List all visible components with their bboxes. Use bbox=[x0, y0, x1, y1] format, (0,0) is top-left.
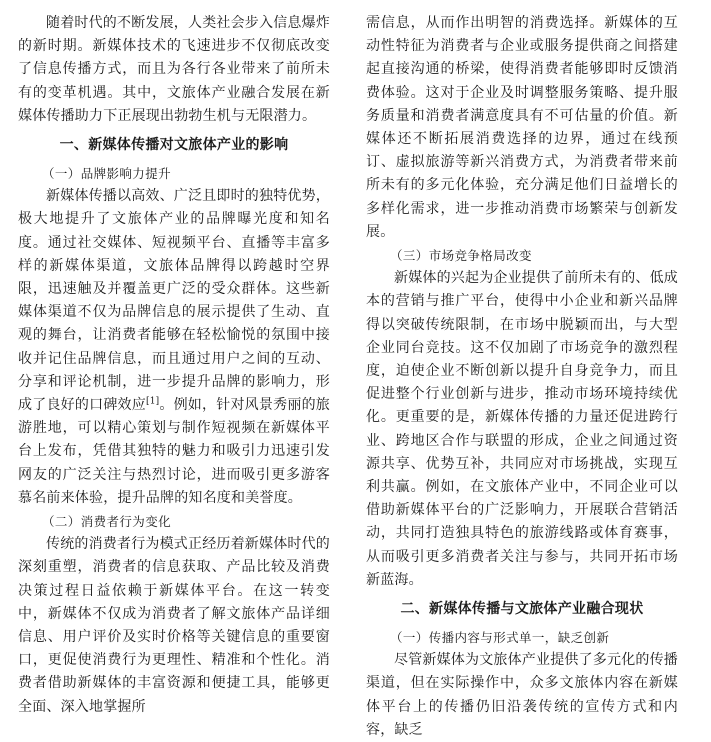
left-column bbox=[18, 12, 330, 719]
brand-influence-text-a: 新媒体传播以高效、广泛且即时的独特优势，极大地提升了文旅体产业的品牌曝光度和知名度。通过社交媒体、短视频平台、直播等丰富多样的新媒体渠道，文旅体品牌得以跨越时空界限，迅速触及并覆盖更广泛的受众群体。这些新媒体渠道不仅为品牌信息的展示提供了生动、直观的舞台，让消费者能够在轻松愉悦的氛围中接收并记住品牌信息，而且通过用户之间的互动、分享和评论机制，进一步提升品牌的影响力，形成了良好的口碑效应 bbox=[18, 188, 330, 414]
brand-influence-paragraph bbox=[18, 185, 330, 510]
content-form-paragraph: 尽管新媒体为文旅体产业提供了多元化的传播渠道，但在实际操作中，众多文旅体内容在新媒体平台上的传播仍旧沿袭传统的宣传方式和内容，缺乏 bbox=[366, 652, 678, 738]
section-heading-2: 二、新媒体传播与文旅体产业融合现状 bbox=[400, 601, 644, 618]
brand-influence-text-b: 。例如，针对风景秀丽的旅游胜地，可以精心策划与制作短视频在新媒体平台上发布，凭借其独特的魅力和吸引力迅速引发网友的广泛关注与热烈讨论，进而吸引更多游客慕名前来体验，提升品牌的知名度和美誉度。 bbox=[18, 397, 330, 506]
market-competition-paragraph: 新媒体的兴起为企业提供了前所未有的、低成本的营销与推广平台，使得中小企业和新兴品牌得以突破传统限制，在市场中脱颖而出，与大型企业同台竞技。这不仅加剧了市场竞争的激烈程度，迫使企业不断创新以提升自身竞争力，而且促进整个行业创新与进步，推动市场环境持续优化。更重要的是，新媒体传播的力量还促进跨行业、跨地区合作与联盟的形成，企业之间通过资源共享、优势互补，共同应对市场挑战，实现互利共赢。例如，在文旅体产业中，不同企业可以借助新媒体平台的广泛影响力，开展联合营销活动，共同打造独具特色的旅游线路或体育赛事，从而吸引更多消费者关注与参与，共同开拓市场新蓝海。 bbox=[366, 270, 678, 588]
citation-ref[interactable]: [1] bbox=[145, 396, 160, 407]
consumer-behavior-paragraph-continued: 需信息，从而作出明智的消费选择。新媒体的互动性特征为消费者与企业或服务提供商之间搭建起直接沟通的桥梁，使得消费者能够即时反馈消费体验。这对于企业及时调整服务策略、提升服务质量和消费者满意度具有不可估量的价值。新媒体还不断拓展消费选择的边界，通过在线预订、虚拟旅游等新兴消费方式，为消费者带来前所未有的多元化体验，充分满足他们日益增长的多样化需求，进一步推动消费市场繁荣与创新发展。 bbox=[366, 15, 678, 240]
subheading-consumer-behavior: （二）消费者行为变化 bbox=[42, 514, 172, 530]
subheading-market-competition: （三）市场竞争格局改变 bbox=[390, 248, 532, 264]
consumer-behavior-paragraph: 传统的消费者行为模式正经历着新媒体时代的深刻重塑，消费者的信息获取、产品比较及消费决策过程日益依赖于新媒体平台。在这一转变中，新媒体不仅成为消费者了解文旅体产品详细信息、用户评价及实时价格等关键信息的重要窗口，更促使消费行为更理性、精准和个性化。消费者借助新媒体的丰富资源和便捷工具，能够更全面、深入地掌握所 bbox=[18, 536, 330, 715]
subheading-content-form: （一）传播内容与形式单一，缺乏创新 bbox=[390, 630, 610, 646]
section-heading-1: 一、新媒体传播对文旅体产业的影响 bbox=[59, 137, 289, 154]
intro-paragraph: 随着时代的不断发展，人类社会步入信息爆炸的新时期。新媒体技术的飞速进步不仅彻底改变了信息传播方式，而且为各行各业带来了前所未有的变革机遇。其中，文旅体产业融合发展在新媒体传播助力下正展现出勃勃生机与无限潜力。 bbox=[18, 15, 330, 124]
subheading-brand-influence: （一）品牌影响力提升 bbox=[42, 166, 172, 182]
right-column bbox=[366, 12, 678, 742]
